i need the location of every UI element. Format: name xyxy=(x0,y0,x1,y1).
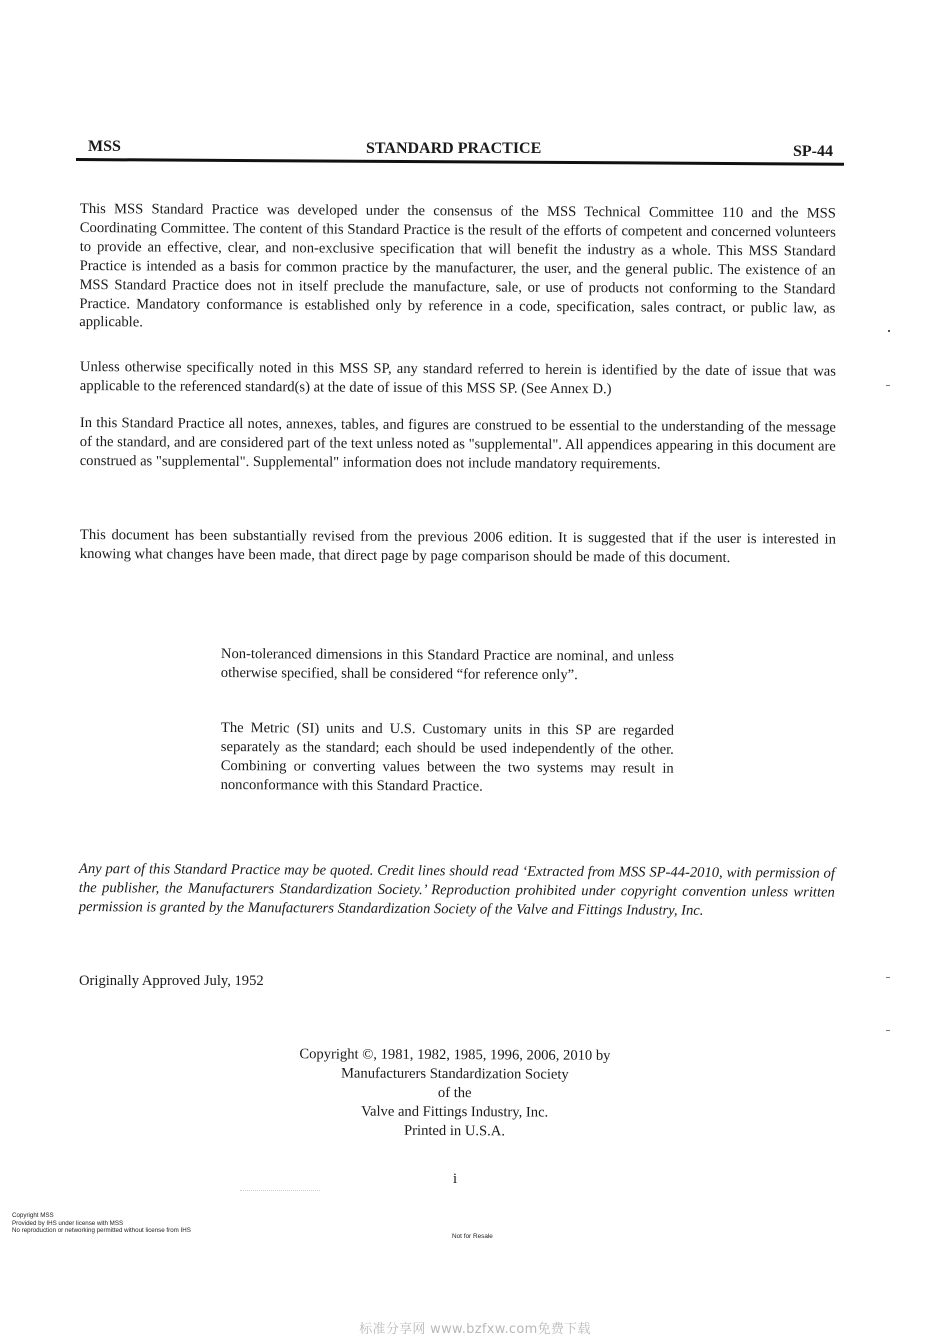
approval-date: Originally Approved July, 1952 xyxy=(79,973,264,989)
copyright-line: of the xyxy=(437,1084,472,1102)
scan-speck xyxy=(886,977,890,978)
ihs-line: Copyright MSS xyxy=(12,1212,54,1219)
paragraph-consensus: This MSS Standard Practice was developed under the consensus of the MSS Technical Committee 110 and the MSS Coordinating Committee. The content of this Standard Practice is the result of the efforts of competent and concerned volunteers to provide an effective, clear, and non-exclusive specification that will benefit the industry as a whole. This MSS Standard Practice is intended as a basis for common practice by the manufacturer, the user, and the general public. The existence of an MSS Standard Practice does not in itself preclude the manufacture, sale, or use of products not conforming to the Standard Practice. Mandatory conformance is established only by reference in a code, specification, sales contract, or public law, as applicable. xyxy=(79,200,836,331)
paragraph-supplemental: In this Standard Practice all notes, annexes, tables, and figures are construed to be essential to the understanding of the message of the standard, and are considered part of the text unless noted as "supplemental". All appendices appearing in this document are construed as "supplemental". Supplemental" information does not include mandatory requirements. xyxy=(79,414,836,473)
scan-speck xyxy=(888,330,890,332)
not-for-resale: Not for Resale xyxy=(452,1233,493,1240)
copyright-line: Valve and Fittings Industry, Inc. xyxy=(361,1103,549,1121)
header-doc-number: SP-44 xyxy=(793,143,833,160)
ihs-line: No reproduction or networking permitted without license from IHS xyxy=(12,1227,191,1235)
ihs-line: Provided by IHS under license with MSS xyxy=(12,1219,124,1227)
quotation-notice: Any part of this Standard Practice may be quoted. Credit lines should read ‘Extracted from MSS SP-44-2010, with permission of the publisher, the Manufacturers Standardization Society.’ Reproduction prohibited under copyright convention unless written permission is granted by the Manufacturers Standardization Society of the Valve and Fittings Industry, Inc. xyxy=(78,861,835,919)
note-units: The Metric (SI) units and U.S. Customary units in this SP are regarded separately as the standard; each should be used independently of the other. Combining or converting values between the two systems may result in nonconformance with this Standard Practice. xyxy=(220,720,674,795)
copyright-block xyxy=(250,1045,660,1142)
header-org: MSS xyxy=(88,138,121,155)
watermark: 标准分享网 www.bzfxw.com免费下载 xyxy=(359,1322,591,1337)
note-dimensions: Non-toleranced dimensions in this Standard Practice are nominal, and unless otherwise specified, shall be considered “for reference only”. xyxy=(220,646,674,684)
paragraph-revision: This document has been substantially revised from the previous 2006 edition. It is suggested that if the user is interested in knowing what changes have been made, that direct page by page comparison should be made of this document. xyxy=(79,527,836,566)
scan-artifact xyxy=(240,1190,320,1192)
scan-speck xyxy=(886,1030,890,1031)
copyright-line: Copyright ©, 1981, 1982, 1985, 1996, 2006, 2010 by xyxy=(299,1046,611,1064)
header-rule xyxy=(76,158,844,166)
header-title: STANDARD PRACTICE xyxy=(366,140,542,157)
page-number: i xyxy=(453,1171,458,1187)
paragraph-referenced-standards: Unless otherwise specifically noted in this MSS SP, any standard referred to herein is identified by the date of issue that was applicable to the referenced standard(s) at the date of issue of this MSS SP. (See Annex D.) xyxy=(79,358,836,398)
scan-speck xyxy=(886,385,890,386)
copyright-line: Manufacturers Standardization Society xyxy=(340,1065,569,1083)
copyright-line: Printed in U.S.A. xyxy=(404,1122,506,1140)
ihs-license-notice xyxy=(12,1212,191,1235)
